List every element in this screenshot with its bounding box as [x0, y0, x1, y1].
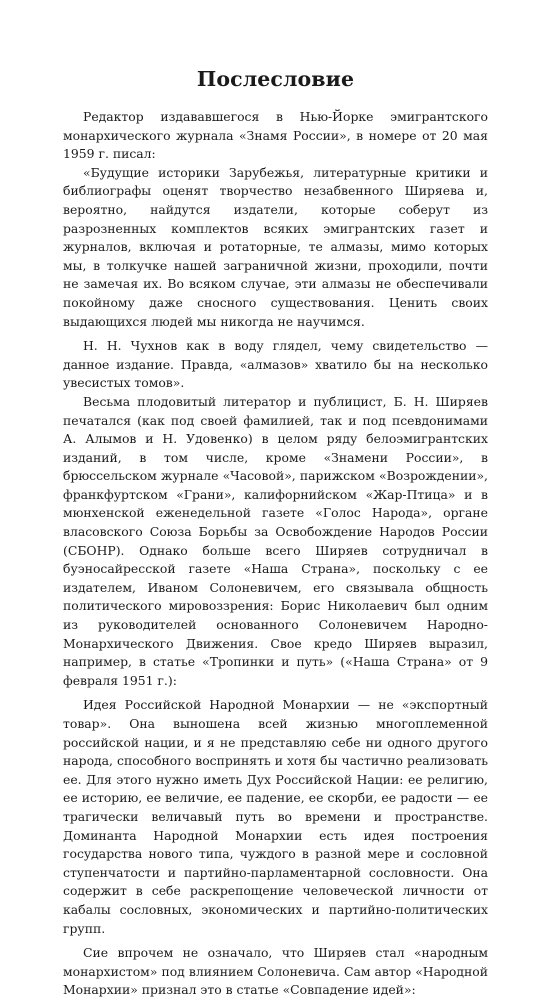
paragraph-biography: Весьма плодовитый литератор и публицист, Б. Н. Ширяев печатался (как под своей фамилией, так и под псевдонимами А. Алымов и Н. Удовенко) в целом ряду белоэмигрантских изданий, в том числе, кроме «Знамени России», в брюссельском журнале «Часовой», парижском «Возрождении», франкфуртском «Грани», калифорнийском «Жар-Птица» и в мюнхенской еженедельной газете «Голос Народа», органе власовского Союза Борьбы за Освобождение Народов России (СБОНР). Однако больше всего Ширяев сотрудничал в буэносайресской газете «Наша Страна», поскольку с ее издателем, Иваном Солоневичем, его связывала общность политического мировоззрения: Борис Николаевич был одним из руководителей основанного Солоневичем Народно-Монархического Движения. Свое кредо Ширяев выразил, например, в статье «Тропинки и путь» («Наша Страна» от 9 февраля 1951 г.):	[63, 393, 488, 688]
book-page	[63, 66, 488, 1000]
paragraph-conclusion: Сие впрочем не означало, что Ширяев стал «народным монархистом» под влиянием Солоневича. Сам автор «Народной Монархии» признал это в статье «Совпадение идей»:	[63, 945, 488, 998]
page-title: Послесловие	[196, 67, 355, 91]
paragraph-chukhnov: Н. Н. Чухнов как в воду глядел, чему свидетельство — данное издание. Правда, «алмазов» хватило бы на несколько увесистых томов».	[63, 338, 488, 391]
paragraph-quote: «Будущие историки Зарубежья, литературные критики и библиографы оценят творчество незабвенного Ширяева и, вероятно, найдутся издатели, которые соберут из разрозненных комплектов всяких эмигрантских газет и журналов, включая и ротаторные, те алмазы, мимо которых мы, в толкучке нашей заграничной жизни, проходили, почти не замечая их. Во всяком случае, эти алмазы не обеспечивали покойному даже сносного существования. Ценить своих выдающихся людей мы никогда не научимся.	[63, 164, 488, 329]
paragraph-intro: Редактор издававшегося в Нью-Йорке эмигрантского монархического журнала «Знамя России», в номере от 20 мая 1959 г. писал:	[63, 109, 488, 162]
paragraph-credo-quote: Идея Российской Народной Монархии — не «экспортный товар». Она выношена всей жизнью многоплеменной российской нации, и я не представляю себе ни одного другого народа, способного воспринять и хотя бы частично реализовать ее. Для этого нужно иметь Дух Российской Нации: ее религию, ее историю, ее величие, ее падение, ее скорби, ее радости — ее трагически величавый путь во времени и пространстве. Доминанта Народной Монархии есть идея построения государства нового типа, чуждого в разной мере и сословной ступенчатости и партийно-парламентарной сословности. Она содержит в себе раскрепощение человеческой личности от кабалы сословных, экономических и партийно-политических групп.	[63, 697, 488, 936]
